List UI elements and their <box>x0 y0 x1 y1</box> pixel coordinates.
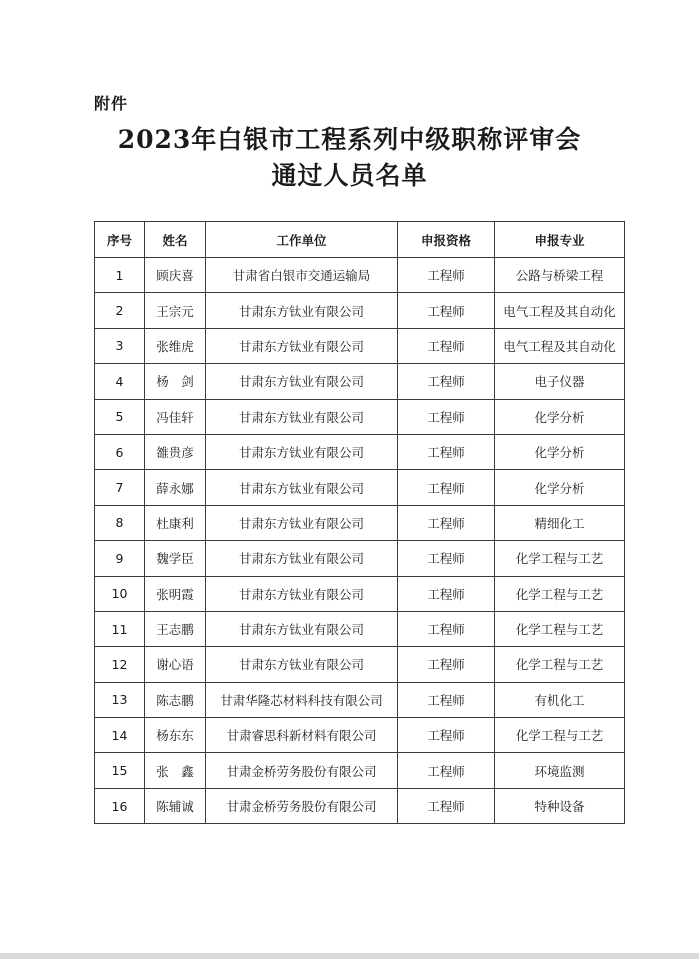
table-row <box>95 293 625 328</box>
cell-qualification: 工程师 <box>398 293 495 328</box>
cell-number: 14 <box>95 718 145 753</box>
table-row <box>95 682 625 717</box>
cell-name: 王志鹏 <box>145 611 206 646</box>
table-row <box>95 434 625 469</box>
table-header-row <box>95 222 625 258</box>
table-row <box>95 576 625 611</box>
cell-name: 雒贵彦 <box>145 434 206 469</box>
attachment-label: 附件 <box>94 94 129 113</box>
cell-number: 8 <box>95 505 145 540</box>
cell-number: 9 <box>95 541 145 576</box>
cell-name: 张明霞 <box>145 576 206 611</box>
cell-unit: 甘肃金桥劳务股份有限公司 <box>206 788 398 823</box>
cell-qualification: 工程师 <box>398 399 495 434</box>
cell-number: 1 <box>95 258 145 293</box>
cell-unit: 甘肃华隆芯材料科技有限公司 <box>206 682 398 717</box>
cell-name: 杨东东 <box>145 718 206 753</box>
cell-major: 化学工程与工艺 <box>495 541 625 576</box>
cell-number: 11 <box>95 611 145 646</box>
cell-name: 薛永娜 <box>145 470 206 505</box>
cell-name: 陈志鹏 <box>145 682 206 717</box>
table-row <box>95 505 625 540</box>
cell-qualification: 工程师 <box>398 576 495 611</box>
cell-major: 化学工程与工艺 <box>495 718 625 753</box>
table-row <box>95 788 625 823</box>
cell-qualification: 工程师 <box>398 470 495 505</box>
cell-major: 化学工程与工艺 <box>495 576 625 611</box>
cell-qualification: 工程师 <box>398 718 495 753</box>
cell-number: 2 <box>95 293 145 328</box>
cell-qualification: 工程师 <box>398 364 495 399</box>
cell-unit: 甘肃东方钛业有限公司 <box>206 647 398 682</box>
cell-qualification: 工程师 <box>398 611 495 646</box>
cell-qualification: 工程师 <box>398 753 495 788</box>
table-row <box>95 611 625 646</box>
cell-unit: 甘肃东方钛业有限公司 <box>206 505 398 540</box>
table-row <box>95 541 625 576</box>
document-title-line1: 2023年白银市工程系列中级职称评审会 <box>117 125 582 154</box>
cell-name: 顾庆喜 <box>145 258 206 293</box>
cell-qualification: 工程师 <box>398 788 495 823</box>
cell-name: 张 鑫 <box>145 753 206 788</box>
table-row <box>95 328 625 363</box>
cell-unit: 甘肃东方钛业有限公司 <box>206 293 398 328</box>
cell-name: 谢心语 <box>145 647 206 682</box>
table-row <box>95 399 625 434</box>
cell-number: 15 <box>95 753 145 788</box>
cell-major: 化学分析 <box>495 470 625 505</box>
cell-major: 电气工程及其自动化 <box>495 293 625 328</box>
cell-qualification: 工程师 <box>398 647 495 682</box>
cell-number: 13 <box>95 682 145 717</box>
cell-unit: 甘肃东方钛业有限公司 <box>206 576 398 611</box>
cell-major: 电气工程及其自动化 <box>495 328 625 363</box>
cell-qualification: 工程师 <box>398 541 495 576</box>
cell-unit: 甘肃东方钛业有限公司 <box>206 611 398 646</box>
header-unit: 工作单位 <box>206 222 398 258</box>
header-major: 申报专业 <box>495 222 625 258</box>
cell-major: 化学分析 <box>495 399 625 434</box>
cell-major: 公路与桥梁工程 <box>495 258 625 293</box>
table-row <box>95 718 625 753</box>
cell-qualification: 工程师 <box>398 505 495 540</box>
cell-name: 王宗元 <box>145 293 206 328</box>
cell-major: 化学分析 <box>495 434 625 469</box>
cell-name: 魏学臣 <box>145 541 206 576</box>
cell-name: 杨 剑 <box>145 364 206 399</box>
table-row <box>95 258 625 293</box>
table-row <box>95 753 625 788</box>
cell-unit: 甘肃东方钛业有限公司 <box>206 470 398 505</box>
cell-name: 杜康利 <box>145 505 206 540</box>
cell-number: 5 <box>95 399 145 434</box>
cell-qualification: 工程师 <box>398 258 495 293</box>
cell-unit: 甘肃省白银市交通运输局 <box>206 258 398 293</box>
roster-table <box>94 221 625 824</box>
cell-number: 4 <box>95 364 145 399</box>
table-row <box>95 364 625 399</box>
cell-name: 陈辅诚 <box>145 788 206 823</box>
cell-unit: 甘肃东方钛业有限公司 <box>206 328 398 363</box>
cell-unit: 甘肃东方钛业有限公司 <box>206 364 398 399</box>
cell-number: 16 <box>95 788 145 823</box>
cell-major: 特种设备 <box>495 788 625 823</box>
cell-unit: 甘肃东方钛业有限公司 <box>206 541 398 576</box>
cell-major: 化学工程与工艺 <box>495 611 625 646</box>
table-body <box>95 258 625 824</box>
cell-major: 精细化工 <box>495 505 625 540</box>
cell-number: 6 <box>95 434 145 469</box>
cell-major: 电子仪器 <box>495 364 625 399</box>
cell-unit: 甘肃东方钛业有限公司 <box>206 434 398 469</box>
cell-qualification: 工程师 <box>398 328 495 363</box>
cell-qualification: 工程师 <box>398 434 495 469</box>
document-title-line2: 通过人员名单 <box>271 161 428 190</box>
cell-number: 3 <box>95 328 145 363</box>
cell-number: 7 <box>95 470 145 505</box>
scan-edge <box>0 953 699 959</box>
cell-major: 化学工程与工艺 <box>495 647 625 682</box>
table-row <box>95 470 625 505</box>
cell-major: 有机化工 <box>495 682 625 717</box>
header-number: 序号 <box>95 222 145 258</box>
cell-name: 冯佳轩 <box>145 399 206 434</box>
cell-number: 10 <box>95 576 145 611</box>
cell-qualification: 工程师 <box>398 682 495 717</box>
cell-unit: 甘肃金桥劳务股份有限公司 <box>206 753 398 788</box>
cell-name: 张维虎 <box>145 328 206 363</box>
cell-number: 12 <box>95 647 145 682</box>
cell-unit: 甘肃睿思科新材料有限公司 <box>206 718 398 753</box>
header-name: 姓名 <box>145 222 206 258</box>
cell-unit: 甘肃东方钛业有限公司 <box>206 399 398 434</box>
header-qualification: 申报资格 <box>398 222 495 258</box>
table-row <box>95 647 625 682</box>
cell-major: 环境监测 <box>495 753 625 788</box>
